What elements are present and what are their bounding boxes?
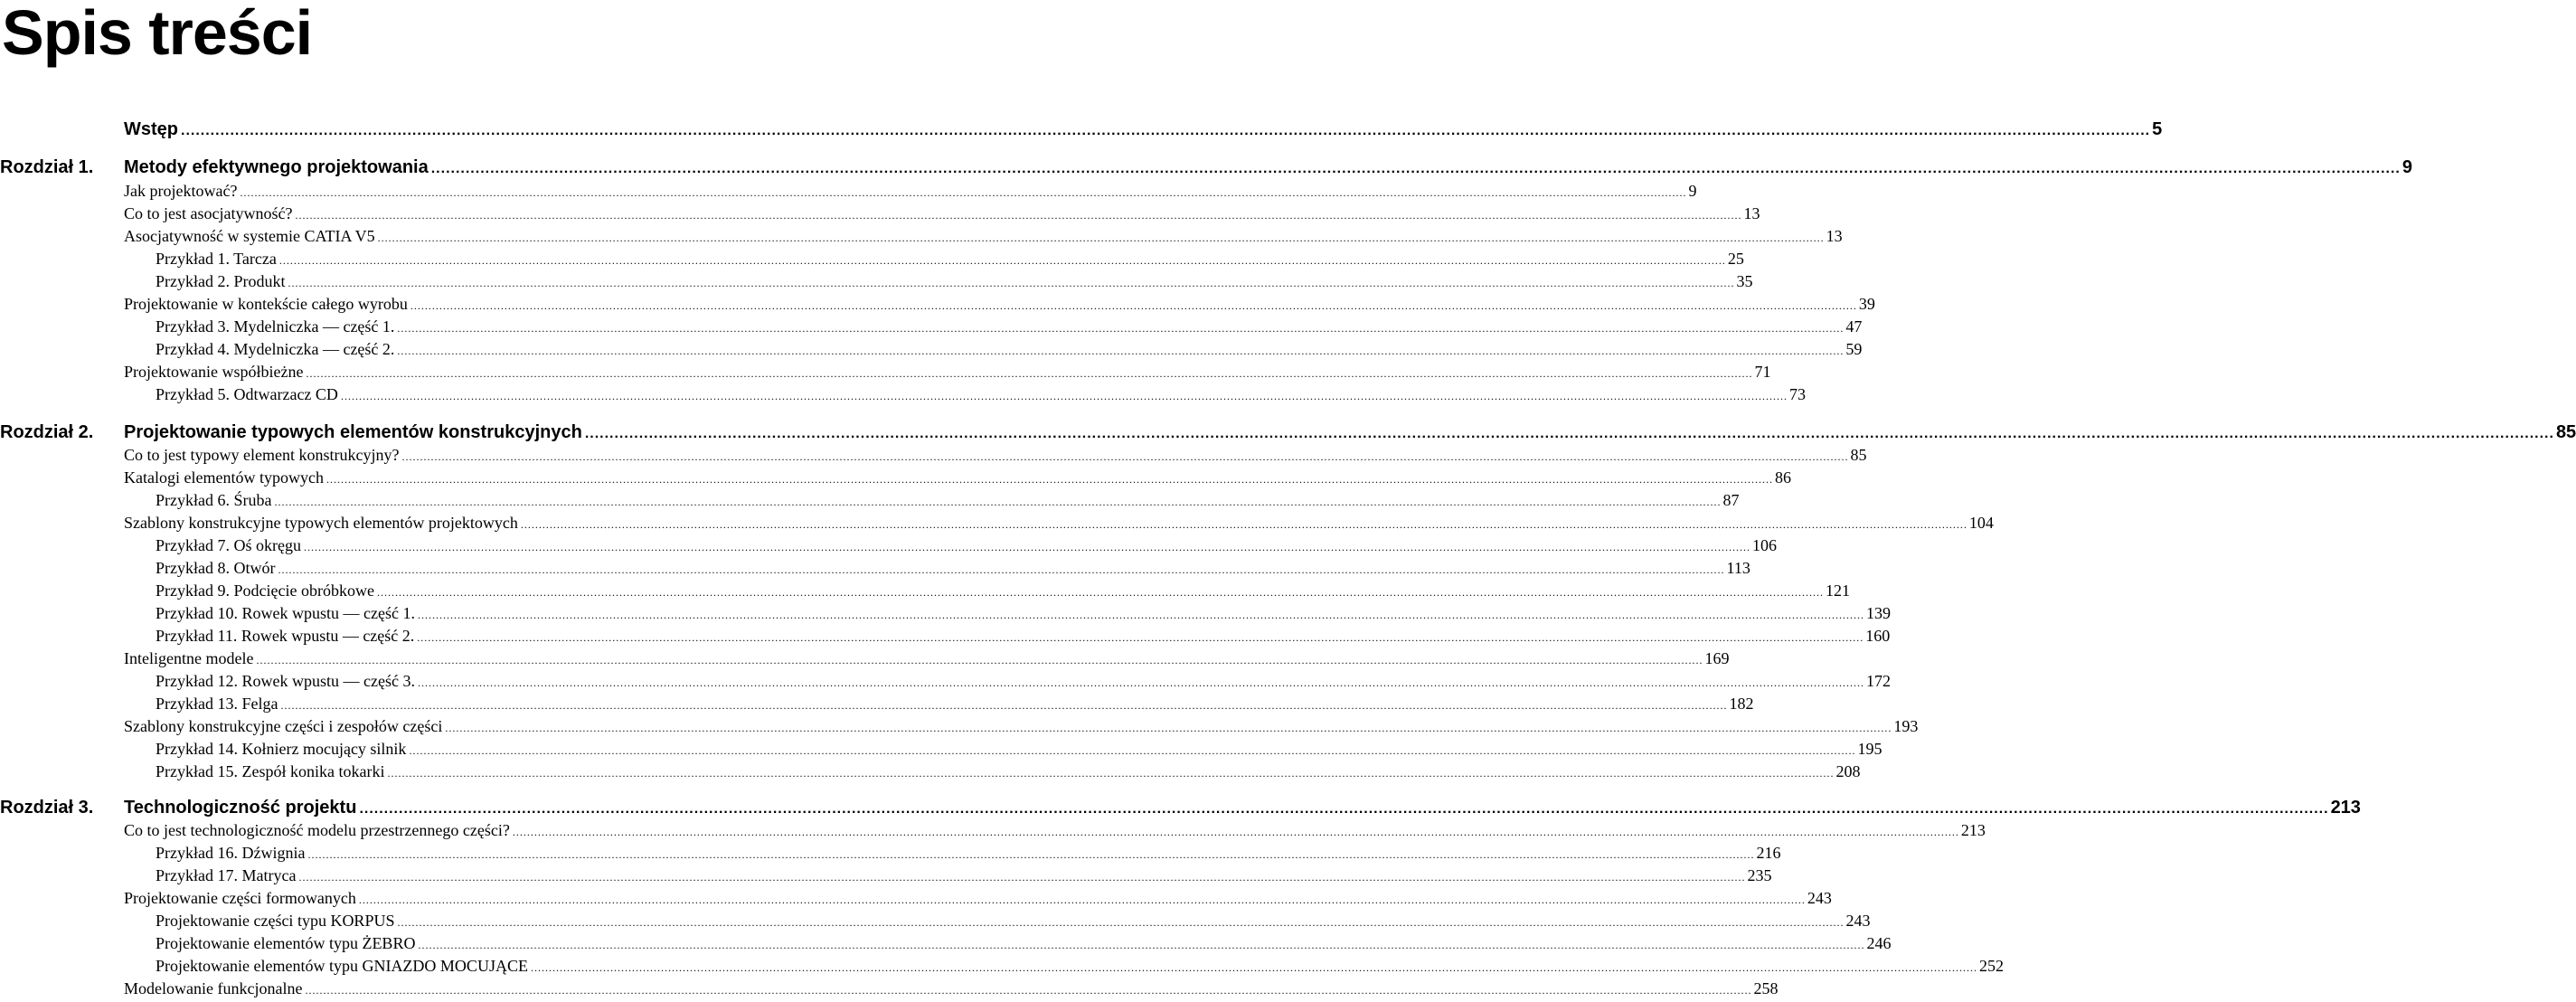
section-entry[interactable] [156,737,1882,762]
page-number: 85 [2555,422,2576,442]
page-number: 13 [1826,227,1843,245]
section-entry[interactable] [156,601,1891,627]
toc-chapter-row [0,796,2361,819]
page-number: 85 [1850,446,1867,464]
dot-leader: ................................................................................................................................................................................................................................................................................................................................................................................................................ [377,232,1825,244]
section-entry[interactable] [124,224,1843,250]
section-entry[interactable] [124,977,1779,1002]
toc-entry-row [0,954,2004,978]
section-entry[interactable] [124,466,1791,491]
toc-entry-row [0,383,1806,406]
dot-leader: ................................................................................................................................................................................................................................................................................................................................................................................................................ [418,939,1865,951]
chapter-number: Rozdział 1. [0,157,94,177]
toc-entry-row [0,202,1760,225]
page-number: 59 [1845,340,1863,358]
toc-entry-row [0,534,1777,557]
toc-entry-row [0,669,1891,693]
page-number: 39 [1858,295,1875,313]
entry-title: Co to jest typowy element konstrukcyjny? [124,446,400,464]
page-number: 106 [1751,536,1777,554]
dot-leader: ................................................................................................................................................................................................................................................................................................................................................................................................................ [520,518,1967,531]
toc-entry-row [0,466,1791,489]
dot-leader: ................................................................................................................................................................................................................................................................................................................................................................................................................ [303,541,1750,553]
entry-title: Co to jest technologiczność modelu przestrzennego części? [124,821,510,839]
entry-title: Katalogi elementów typowych [124,468,324,487]
section-entry[interactable] [124,202,1760,227]
page-number: 9 [1688,182,1697,200]
section-entry[interactable] [156,534,1777,559]
page-number: 235 [1747,866,1772,884]
toc-entry-row [0,224,1843,248]
page-number: 113 [1726,559,1750,577]
page-number: 160 [1865,627,1891,645]
entry-title: Przykład 10. Rowek wpustu — część 1. [156,604,415,622]
toc-entry-row [0,179,1697,203]
toc-entry-row [0,511,1994,534]
entry-title: Metody efektywnego projektowania [124,157,429,177]
section-entry[interactable] [156,488,1740,514]
dot-leader: ................................................................................................................................................................................................................................................................................................................................................................................................................ [295,209,1742,222]
page-number: 172 [1865,672,1891,690]
dot-leader: ................................................................................................................................................................................................................................................................................................................................................................................................................ [387,767,1835,780]
page-number: 195 [1857,740,1882,758]
page-number: 87 [1722,491,1740,509]
entry-title: Szablony konstrukcyjne części i zespołów części [124,717,443,735]
dot-leader: ................................................................................................................................................................................................................................................................................................................................................................................................................ [298,871,1746,884]
section-entry[interactable] [156,864,1772,889]
chapter-number: Rozdział 2. [0,422,94,442]
dot-leader: ................................................................................................................................................................................................................................................................................................................................................................................................................ [512,826,1959,838]
entry-title: Przykład 14. Kołnierz mocujący silnik [156,740,407,758]
dot-leader: ................................................................................................................................................................................................................................................................................................................................................................................................................ [278,254,1726,267]
toc-entry-row [0,601,1891,625]
page-number: 13 [1743,204,1760,222]
section-entry[interactable] [124,647,1730,672]
page-number: 47 [1845,317,1863,336]
entry-title: Szablony konstrukcyjne typowych elementów projektowych [124,514,518,532]
dot-leader: ................................................................................................................................................................................................................................................................................................................................................................................................................ [340,390,1788,402]
toc-entry-row [0,841,1781,865]
toc-entry-row [0,292,1875,316]
page-number: 252 [1978,957,2004,975]
page-number: 86 [1774,468,1791,487]
entry-title: Projektowanie elementów typu GNIAZDO MOCUJĄCE [156,957,528,975]
dot-leader: ................................................................................................................................................................................................................................................................................................................................................................................................................ [358,893,1806,906]
page-number: 258 [1753,979,1779,997]
toc-entry-row [0,864,1772,887]
entry-title: Projektowanie współbieżne [124,363,304,381]
toc-entry-row [0,886,1832,910]
dot-leader: ................................................................................................................................................................................................................................................................................................................................................................................................................ [278,563,1725,576]
section-entry[interactable] [156,954,2004,979]
page-number: 25 [1727,250,1744,268]
chapter-number: Rozdział 3. [0,798,94,818]
page-number: 71 [1754,363,1771,381]
section-entry[interactable] [156,909,1871,934]
toc-chapter-row [0,421,2576,444]
page-number: 213 [2330,798,2361,818]
entry-title: Wstęp [124,119,178,139]
toc-entry-row [0,692,1754,715]
entry-title: Przykład 9. Podcięcie obróbkowe [156,581,374,600]
entry-title: Projektowanie części typu KORPUS [156,912,395,930]
dot-leader: ................................................................................................................................................................................................................................................................................................................................................................................................................ [280,699,1728,712]
toc-chapter-row [0,118,2163,141]
chapter-title-entry[interactable] [124,796,2361,821]
entry-title: Przykład 6. Śruba [156,491,272,509]
entry-title: Co to jest asocjatywność? [124,204,293,222]
dot-leader: ................................................................................................................................................................................................................................................................................................................................................................................................................ [417,631,1864,644]
dot-leader: ................................................................................................................................................................................................................................................................................................................................................................................................................ [288,277,1735,289]
toc-entry-row [0,443,1867,467]
page-number: 182 [1729,695,1754,713]
toc-entry-row [0,760,1861,783]
entry-title: Projektowanie typowych elementów konstrukcyjnych [124,422,582,442]
dot-leader: ................................................................................................................................................................................................................................................................................................................................................................................................................ [305,984,1752,997]
chapter-title-entry[interactable] [124,421,2576,446]
entry-title: Przykład 1. Tarcza [156,250,277,268]
page-number: 169 [1704,649,1730,667]
toc-entry-row [0,269,1753,293]
page-number: 243 [1845,912,1871,930]
entry-title: Technologiczność projektu [124,798,357,818]
section-entry[interactable] [124,714,1919,740]
dot-leader: ................................................................................................................................................................................................................................................................................................................................................................................................................ [397,345,1845,357]
dot-leader: ................................................................................................................................................................................................................................................................................................................................................................................................................ [409,744,1856,757]
dot-leader: ................................................................................................................................................................................................................................................................................................................................................................................................................ [417,676,1864,689]
toc-entry-row [0,737,1882,761]
toc-entry-row [0,977,1779,1000]
page-number: 246 [1866,934,1892,952]
page-title: Spis treści [2,0,313,68]
dot-leader: ................................................................................................................................................................................................................................................................................................................................................................................................................ [240,186,1687,199]
entry-title: Przykład 13. Felga [156,695,278,713]
dot-leader: ................................................................................................................................................................................................................................................................................................................................................................................................................ [584,426,2554,441]
dot-leader: ................................................................................................................................................................................................................................................................................................................................................................................................................ [530,961,1977,974]
dot-leader: ................................................................................................................................................................................................................................................................................................................................................................................................................ [274,496,1722,508]
entry-title: Jak projektować? [124,182,238,200]
toc-entry-row [0,909,1871,932]
page-number: 121 [1825,581,1850,600]
page-number: 243 [1807,889,1832,907]
toc-entry-row [0,337,1863,361]
section-entry[interactable] [124,511,1994,536]
entry-title: Przykład 17. Matryca [156,866,297,884]
toc-chapter-row [0,156,2412,179]
toc-entry-row [0,315,1863,338]
page-number: 193 [1893,717,1919,735]
section-entry[interactable] [156,579,1850,604]
section-entry[interactable] [124,443,1867,468]
section-entry[interactable] [124,360,1771,385]
section-entry[interactable] [156,383,1806,408]
dot-leader: ................................................................................................................................................................................................................................................................................................................................................................................................................ [397,916,1845,929]
entry-title: Przykład 15. Zespół konika tokarki [156,762,385,780]
page-number: 35 [1736,272,1753,290]
entry-title: Asocjatywność w systemie CATIA V5 [124,227,375,245]
toc-entry-row [0,931,1892,955]
section-entry[interactable] [156,315,1863,340]
page-number: 9 [2401,157,2412,177]
section-entry[interactable] [156,337,1863,363]
dot-leader: ................................................................................................................................................................................................................................................................................................................................................................................................................ [359,801,2329,817]
entry-title: Przykład 2. Produkt [156,272,286,290]
entry-title: Przykład 11. Rowek wpustu — część 2. [156,627,415,645]
entry-title: Przykład 5. Odtwarzacz CD [156,385,338,403]
entry-title: Przykład 8. Otwór [156,559,276,577]
dot-leader: ................................................................................................................................................................................................................................................................................................................................................................................................................ [256,654,1703,666]
dot-leader: ................................................................................................................................................................................................................................................................................................................................................................................................................ [307,848,1755,861]
page-number: 139 [1865,604,1891,622]
toc-entry-row [0,818,1986,842]
dot-leader: ................................................................................................................................................................................................................................................................................................................................................................................................................ [410,299,1857,312]
entry-title: Projektowanie w kontekście całego wyrobu [124,295,408,313]
dot-leader: ................................................................................................................................................................................................................................................................................................................................................................................................................ [181,123,2151,138]
entry-title: Inteligentne modele [124,649,254,667]
page-number: 208 [1835,762,1861,780]
page-number: 213 [1960,821,1986,839]
page-number: 5 [2152,119,2163,139]
section-entry[interactable] [124,886,1832,912]
section-entry[interactable] [156,692,1754,717]
entry-title: Projektowanie części formowanych [124,889,356,907]
page-number: 73 [1788,385,1806,403]
toc-entry-row [0,714,1919,738]
section-entry[interactable] [124,179,1697,204]
page-number: 216 [1756,844,1781,862]
dot-leader: ................................................................................................................................................................................................................................................................................................................................................................................................................ [430,161,2401,176]
dot-leader: ................................................................................................................................................................................................................................................................................................................................................................................................................ [401,450,1849,463]
dot-leader: ................................................................................................................................................................................................................................................................................................................................................................................................................ [376,586,1824,599]
chapter-title-entry[interactable] [124,118,2163,143]
toc-entry-row [0,624,1891,648]
dot-leader: ................................................................................................................................................................................................................................................................................................................................................................................................................ [417,609,1864,621]
section-entry[interactable] [156,247,1744,272]
section-entry[interactable] [156,556,1750,581]
page-number: 104 [1968,514,1994,532]
toc-entry-row [0,247,1744,270]
entry-title: Projektowanie elementów typu ŻEBRO [156,934,416,952]
section-entry[interactable] [156,624,1891,649]
entry-title: Przykład 16. Dźwignia [156,844,306,862]
toc-entry-row [0,360,1771,383]
dot-leader: ................................................................................................................................................................................................................................................................................................................................................................................................................ [445,722,1892,734]
entry-title: Przykład 3. Mydelniczka — część 1. [156,317,395,336]
section-entry[interactable] [156,931,1892,957]
section-entry[interactable] [156,269,1753,295]
entry-title: Przykład 4. Mydelniczka — część 2. [156,340,395,358]
entry-title: Przykład 7. Oś okręgu [156,536,301,554]
section-entry[interactable] [156,760,1861,785]
toc-entry-row [0,488,1740,512]
section-entry[interactable] [156,841,1781,866]
section-entry[interactable] [124,818,1986,844]
section-entry[interactable] [124,292,1875,317]
chapter-title-entry[interactable] [124,156,2412,181]
toc-entry-row [0,556,1750,580]
dot-leader: ................................................................................................................................................................................................................................................................................................................................................................................................................ [397,322,1845,335]
toc-entry-row [0,579,1850,602]
entry-title: Przykład 12. Rowek wpustu — część 3. [156,672,415,690]
dot-leader: ................................................................................................................................................................................................................................................................................................................................................................................................................ [306,367,1753,380]
section-entry[interactable] [156,669,1891,695]
dot-leader: ................................................................................................................................................................................................................................................................................................................................................................................................................ [326,473,1773,486]
entry-title: Modelowanie funkcjonalne [124,979,303,997]
toc-entry-row [0,647,1730,670]
